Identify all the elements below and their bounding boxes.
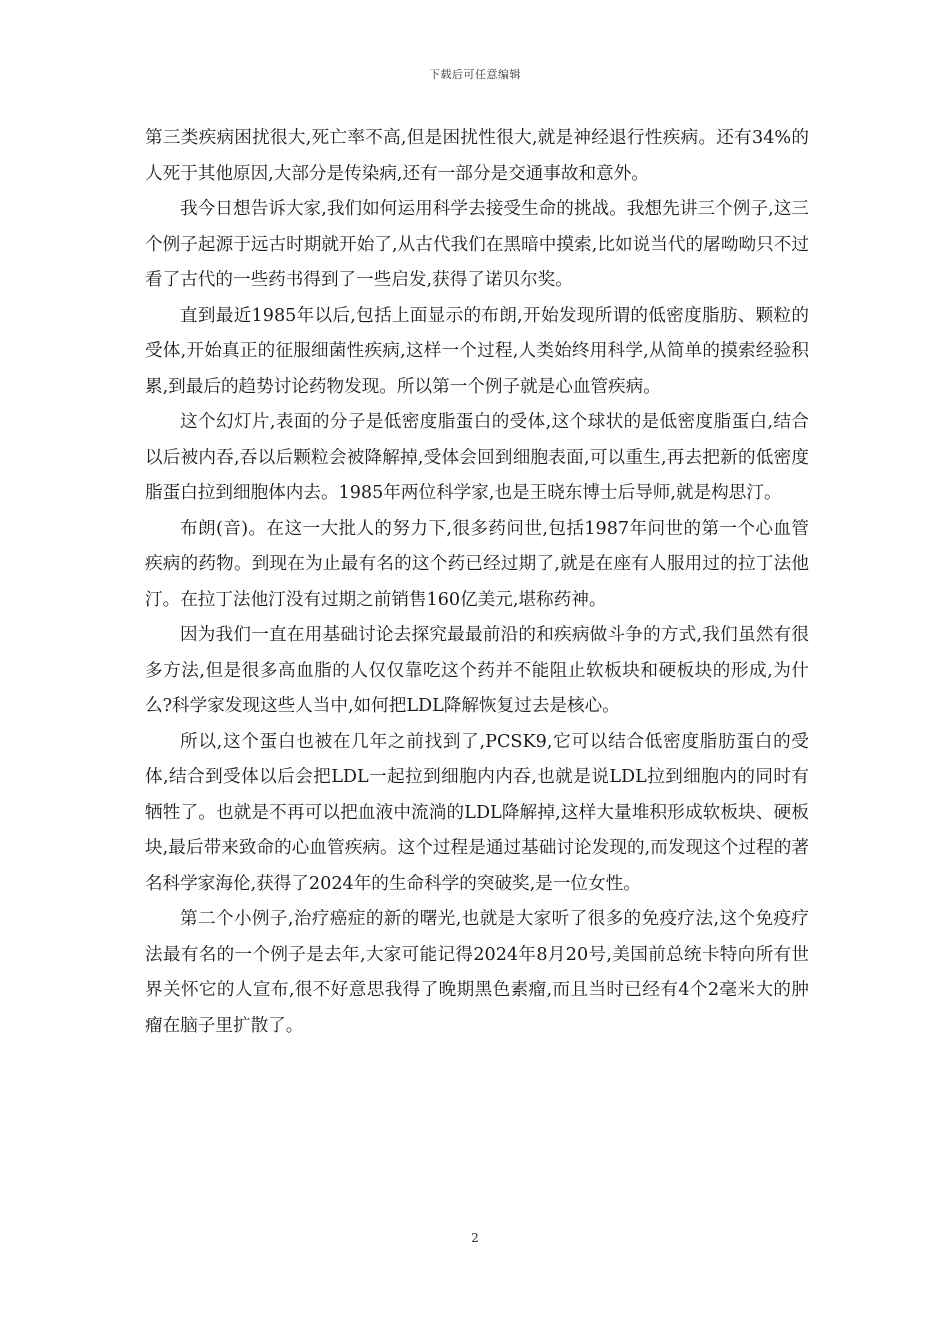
paragraph-8: 第二个小例子,治疗癌症的新的曙光,也就是大家听了很多的免疫疗法,这个免疫疗法最有名的一个例子是去年,大家可能记得2024年8月20号,美国前总统卡特向所有世界关怀它的人宣布,很不好意思我得了晚期黑色素瘤,而且当时已经有4个2毫米大的肿瘤在脑子里扩散了。 [145,909,809,1036]
paragraph-3: 直到最近1985年以后,包括上面显示的布朗,开始发现所谓的低密度脂肪、颗粒的受体,开始真正的征服细菌性疾病,这样一个过程,人类始终用科学,从简单的摸索经验积累,到最后的趋势讨论药物发现。所以第一个例子就是心血管疾病。 [145,305,809,397]
document-body [145,121,809,1044]
page-header: 下载后可任意编辑 [429,68,521,81]
page-number: 2 [471,1231,479,1245]
paragraph-4: 这个幻灯片,表面的分子是低密度脂蛋白的受体,这个球状的是低密度脂蛋白,结合以后被内吞,吞以后颗粒会被降解掉,受体会回到细胞表面,可以重生,再去把新的低密度脂蛋白拉到细胞体内去。1985年两位科学家,也是王晓东博士后导师,就是构思汀。 [145,412,809,503]
paragraph-6: 因为我们一直在用基础讨论去探究最最前沿的和疾病做斗争的方式,我们虽然有很多方法,但是很多高血脂的人仅仅靠吃这个药并不能阻止软板块和硬板块的形成,为什么?科学家发现这些人当中,如何把LDL降解恢复过去是核心。 [145,625,809,716]
paragraph-5: 布朗(音)。在这一大批人的努力下,很多药问世,包括1987年问世的第一个心血管疾病的药物。到现在为止最有名的这个药已经过期了,就是在座有人服用过的拉丁法他汀。在拉丁法他汀没有过期之前销售160亿美元,堪称药神。 [145,518,809,610]
paragraph-2: 我今日想告诉大家,我们如何运用科学去接受生命的挑战。我想先讲三个例子,这三个例子起源于远古时期就开始了,从古代我们在黑暗中摸索,比如说当代的屠呦呦只不过看了古代的一些药书得到了一些启发,获得了诺贝尔奖。 [145,199,809,290]
paragraph-1: 第三类疾病困扰很大,死亡率不高,但是困扰性很大,就是神经退行性疾病。还有34%的人死于其他原因,大部分是传染病,还有一部分是交通事故和意外。 [145,128,809,184]
paragraph-7: 所以,这个蛋白也被在几年之前找到了,PCSK9,它可以结合低密度脂肪蛋白的受体,结合到受体以后会把LDL一起拉到细胞内内吞,也就是说LDL拉到细胞内的同时有牺牲了。也就是不再可以把血液中流淌的LDL降解掉,这样大量堆积形成软板块、硬板块,最后带来致命的心血管疾病。这个过程是通过基础讨论发现的,而发现这个过程的著名科学家海伦,获得了2024年的生命科学的突破奖,是一位女性。 [145,731,809,894]
